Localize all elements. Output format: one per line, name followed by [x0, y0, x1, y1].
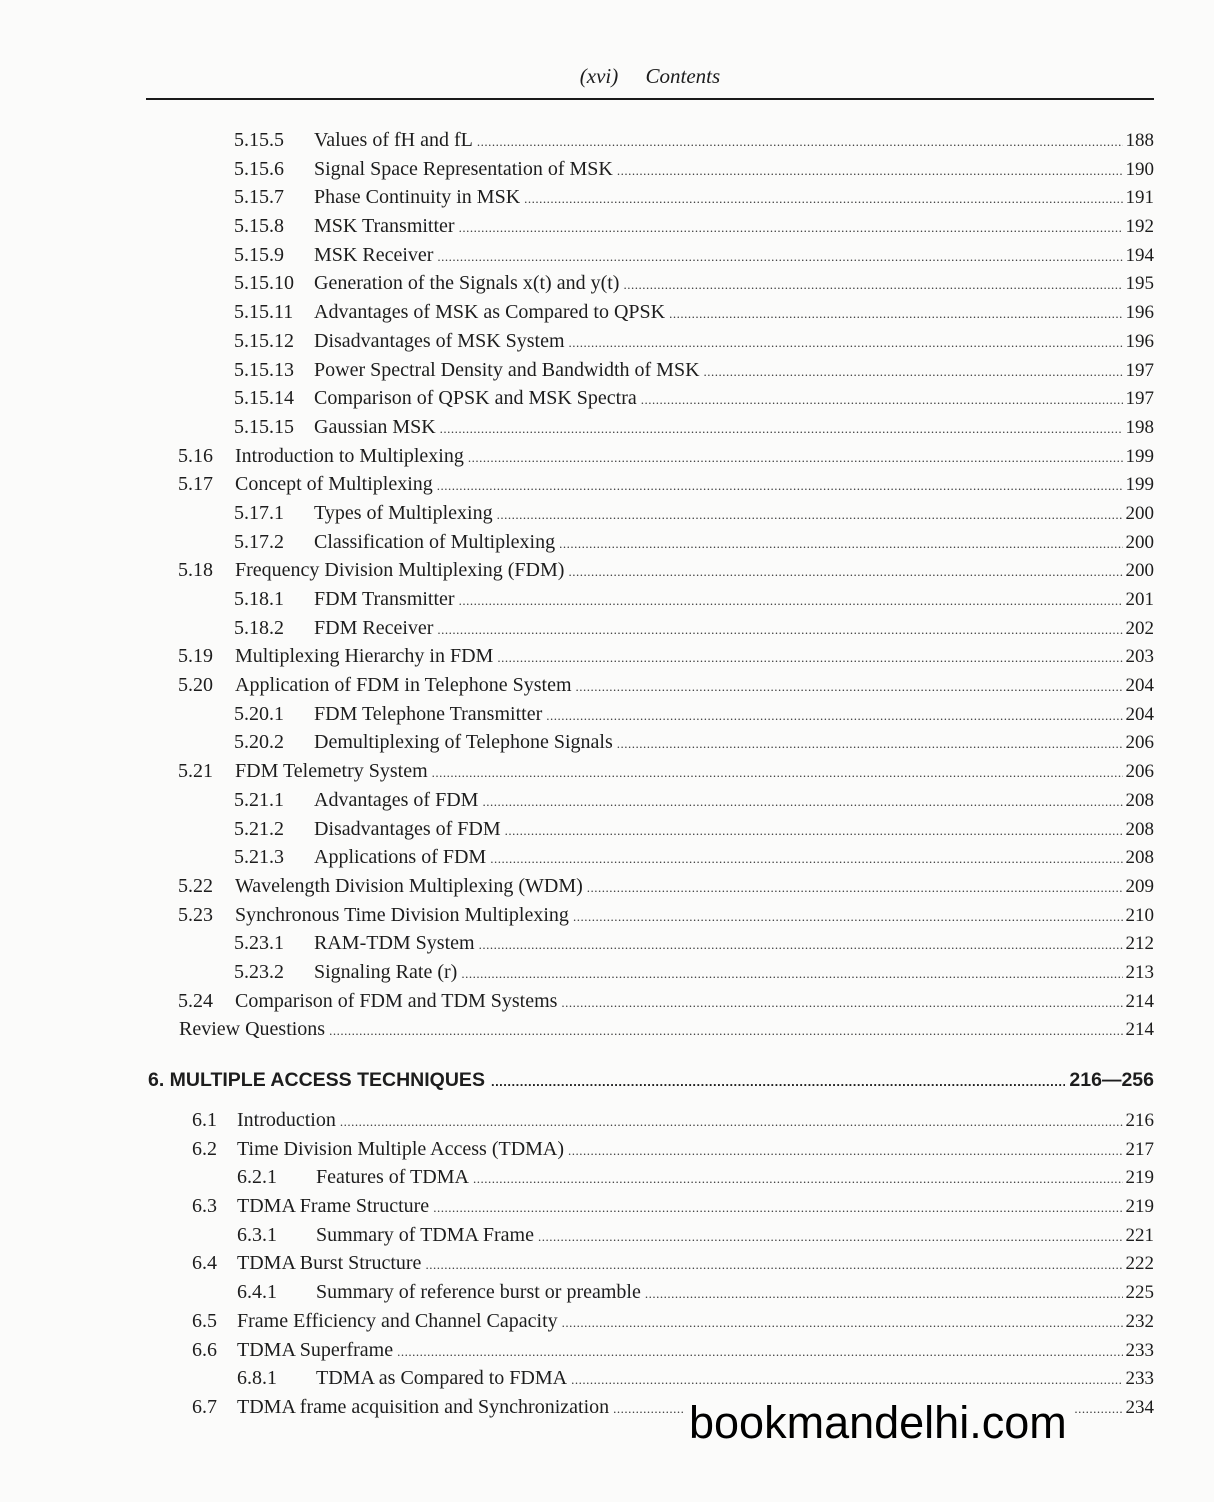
toc-entry-page: 232 — [1125, 1310, 1154, 1332]
toc-entry-number: 5.15.5 — [234, 129, 284, 151]
toc-entry[interactable] — [0, 700, 1214, 729]
toc-entry-title: Classification of Multiplexing — [314, 530, 556, 553]
toc-entry[interactable] — [0, 556, 1214, 585]
toc-entry[interactable] — [0, 499, 1214, 528]
toc-entry-number: 5.20.2 — [234, 731, 284, 754]
toc-entry-page: 194 — [1125, 244, 1154, 266]
toc-entry-title: Frame Efficiency and Channel Capacity — [237, 1309, 558, 1332]
toc-entry-title: FDM Receiver — [314, 616, 434, 639]
toc-list-chapter-6 — [0, 1106, 1214, 1422]
toc-entry-title: Introduction to Multiplexing — [235, 444, 464, 467]
toc-entry-page: 196 — [1125, 302, 1154, 324]
toc-entry[interactable] — [0, 470, 1214, 499]
leader-dots — [573, 903, 1123, 932]
toc-entry[interactable] — [0, 901, 1214, 930]
toc-entry-page: 203 — [1125, 646, 1154, 668]
leader-dots — [571, 1366, 1122, 1395]
chapter-title: 6. MULTIPLE ACCESS TECHNIQUES — [148, 1069, 485, 1091]
toc-entry[interactable] — [0, 241, 1214, 270]
toc-list-chapter-5 — [0, 126, 1214, 1044]
toc-entry-title: Summary of TDMA Frame — [316, 1223, 534, 1246]
toc-entry-number: 5.18.1 — [234, 588, 284, 610]
toc-entry[interactable] — [0, 413, 1214, 442]
toc-entry[interactable] — [0, 958, 1214, 987]
leader-dots — [524, 185, 1122, 214]
leader-dots — [497, 644, 1122, 673]
toc-entry-number: 5.15.12 — [234, 329, 294, 352]
toc-entry-number: 6.4.1 — [237, 1281, 277, 1304]
leader-dots — [433, 1194, 1122, 1223]
toc-entry[interactable] — [0, 442, 1214, 471]
toc-entry-number: 5.15.14 — [234, 387, 294, 410]
toc-entry[interactable] — [0, 614, 1214, 643]
toc-entry-page: 219 — [1125, 1167, 1154, 1189]
leader-dots — [645, 1280, 1123, 1309]
leader-dots — [505, 817, 1123, 846]
toc-entry-title: Time Division Multiple Access (TDMA) — [237, 1137, 565, 1160]
toc-entry-page: 204 — [1125, 675, 1154, 697]
toc-entry[interactable] — [0, 269, 1214, 298]
toc-entry-title: Multiplexing Hierarchy in FDM — [235, 645, 494, 668]
toc-entry[interactable] — [0, 642, 1214, 671]
toc-entry-page: 233 — [1125, 1339, 1154, 1361]
toc-entry-page: 214 — [1125, 1019, 1154, 1041]
toc-entry-number: 5.15.9 — [234, 243, 284, 266]
leader-dots — [561, 989, 1122, 1018]
toc-entry-page: 202 — [1125, 617, 1154, 639]
toc-entry[interactable] — [0, 1163, 1214, 1192]
toc-entry-page: 208 — [1125, 818, 1154, 840]
toc-entry-number: 5.17.1 — [234, 501, 284, 524]
toc-entry-title: Phase Continuity in MSK — [314, 186, 521, 209]
toc-entry-title: Comparison of FDM and TDM Systems — [235, 989, 558, 1012]
toc-entry[interactable] — [0, 843, 1214, 872]
toc-entry[interactable] — [0, 528, 1214, 557]
toc-entry-page: 191 — [1125, 187, 1154, 209]
toc-entry-page: 197 — [1125, 359, 1154, 381]
toc-entry-title: TDMA Burst Structure — [237, 1252, 422, 1275]
leader-dots — [641, 386, 1123, 415]
toc-entry[interactable] — [0, 872, 1214, 901]
toc-entry[interactable] — [0, 126, 1214, 155]
toc-entry-number: 5.21.2 — [234, 817, 284, 840]
toc-entry-number: 5.21 — [178, 760, 213, 783]
toc-entry[interactable] — [0, 327, 1214, 356]
toc-entry-page: 200 — [1125, 502, 1154, 524]
toc-entry-number: 6.2.1 — [237, 1166, 277, 1189]
toc-entry-page: 209 — [1125, 875, 1154, 897]
toc-entry-title: FDM Telephone Transmitter — [314, 702, 543, 725]
toc-entry-title: Applications of FDM — [314, 846, 487, 869]
toc-entry-page: 206 — [1125, 761, 1154, 783]
toc-entry-page: 208 — [1125, 847, 1154, 869]
toc-entry-page: 190 — [1125, 158, 1154, 180]
leader-dots — [437, 243, 1122, 272]
toc-entry[interactable] — [0, 1106, 1214, 1135]
toc-entry-page: 199 — [1125, 445, 1154, 467]
toc-entry[interactable] — [0, 987, 1214, 1016]
toc-entry-number: 6.2 — [192, 1137, 217, 1160]
toc-entry[interactable] — [0, 356, 1214, 385]
toc-entry-number: 6.4 — [192, 1252, 217, 1275]
toc-entry-title: FDM Telemetry System — [235, 760, 428, 783]
leader-dots — [459, 214, 1123, 243]
leader-dots — [459, 587, 1123, 616]
toc-entry[interactable] — [0, 671, 1214, 700]
toc-entry[interactable] — [0, 929, 1214, 958]
toc-entry-page: 225 — [1125, 1282, 1154, 1304]
chapter-page-range: 216—256 — [1069, 1069, 1154, 1091]
toc-entry-title: Advantages of FDM — [314, 788, 479, 811]
toc-entry-page: 188 — [1125, 130, 1154, 151]
toc-entry-title: Wavelength Division Multiplexing (WDM) — [235, 874, 583, 897]
toc-entry-page: 213 — [1125, 961, 1154, 983]
toc-entry-number: 5.15.11 — [234, 301, 294, 324]
watermark: bookmandelhi.com — [683, 1396, 1073, 1450]
leader-dots — [440, 415, 1123, 444]
toc-entry-number: 6.3.1 — [237, 1223, 277, 1246]
toc-entry-page: 214 — [1125, 990, 1154, 1012]
leader-dots — [538, 1223, 1123, 1252]
toc-entry-title: TDMA Superframe — [237, 1338, 394, 1361]
toc-entry-title: Types of Multiplexing — [314, 501, 493, 524]
toc-entry-title: Synchronous Time Division Multiplexing — [235, 903, 569, 926]
toc-entry[interactable] — [0, 183, 1214, 212]
toc-entry-title: MSK Receiver — [314, 243, 434, 266]
leader-dots — [568, 558, 1122, 587]
leader-dots — [497, 501, 1123, 530]
leader-dots — [562, 1309, 1123, 1338]
toc-entry-title: Concept of Multiplexing — [235, 473, 433, 496]
toc-entry-number: 5.15.13 — [234, 358, 294, 381]
toc-entry[interactable] — [0, 757, 1214, 786]
page-title: Contents — [645, 64, 721, 88]
toc-entry-number: 5.21.3 — [234, 846, 284, 869]
leader-dots — [432, 759, 1123, 788]
chapter-heading[interactable] — [0, 1058, 1214, 1102]
toc-entry[interactable] — [0, 728, 1214, 757]
toc-entry-title: Disadvantages of MSK System — [314, 329, 565, 352]
toc-entry-number: 5.18 — [178, 559, 213, 582]
toc-entry-number: 5.23.1 — [234, 932, 284, 955]
toc-entry[interactable] — [0, 384, 1214, 413]
toc-entry-number: 5.18.2 — [234, 616, 284, 639]
toc-entry-page: 198 — [1125, 416, 1154, 438]
toc-entry-number: 6.5 — [192, 1309, 217, 1332]
leader-dots — [669, 300, 1122, 329]
toc-entry[interactable] — [0, 155, 1214, 184]
toc-entry-number: 5.15.8 — [234, 215, 284, 238]
toc-entry-number: 5.23 — [178, 903, 213, 926]
leader-dots — [437, 472, 1123, 501]
leader-dots — [437, 616, 1122, 645]
toc-entry-number: 5.15.7 — [234, 186, 284, 209]
toc-entry-title: RAM-TDM System — [314, 932, 475, 955]
leader-dots — [397, 1338, 1122, 1367]
toc-entry-page: 206 — [1125, 732, 1154, 754]
toc-entry-page: 219 — [1125, 1196, 1154, 1218]
toc-entry-number: 5.19 — [178, 645, 213, 668]
toc-entry[interactable] — [0, 298, 1214, 327]
leader-dots — [482, 788, 1122, 817]
toc-entry-title: TDMA frame acquisition and Synchronization — [237, 1395, 610, 1418]
toc-entry-number: 5.15.10 — [234, 272, 294, 295]
toc-entry[interactable] — [0, 815, 1214, 844]
toc-entry-number: 5.20 — [178, 674, 213, 697]
toc-entry-title: Power Spectral Density and Bandwidth of MSK — [314, 358, 700, 381]
toc-entry-title: Generation of the Signals x(t) and y(t) — [314, 272, 620, 295]
toc-entry-number: 5.16 — [178, 444, 213, 467]
toc-entry-page: 208 — [1125, 789, 1154, 811]
toc-entry-page: 222 — [1125, 1253, 1154, 1275]
toc-entry-number: 6.1 — [192, 1109, 217, 1131]
toc-entry-title: MSK Transmitter — [314, 215, 455, 238]
toc-entry-number: 5.17 — [178, 473, 213, 496]
toc-entry-page: 217 — [1125, 1138, 1154, 1160]
leader-dots — [559, 530, 1122, 559]
toc-entry-number: 5.20.1 — [234, 702, 284, 725]
toc-entry-title: Application of FDM in Telephone System — [235, 674, 572, 697]
toc-entry[interactable] — [0, 585, 1214, 614]
toc-entry-page: 216 — [1125, 1110, 1154, 1131]
toc-entry-title: Review Questions — [179, 1018, 326, 1041]
toc-entry-title: Signal Space Representation of MSK — [314, 157, 613, 180]
toc-entry-page: 197 — [1125, 388, 1154, 410]
leader-dots — [617, 157, 1123, 186]
leader-dots — [425, 1251, 1122, 1280]
toc-entry[interactable] — [0, 1135, 1214, 1164]
toc-entry-page: 210 — [1125, 904, 1154, 926]
page-number: (xvi) — [579, 64, 619, 88]
toc-entry-page: 221 — [1125, 1224, 1154, 1246]
toc-entry-title: Advantages of MSK as Compared to QPSK — [314, 301, 666, 324]
toc-entry-number: 6.7 — [192, 1395, 217, 1418]
leader-dots — [546, 702, 1122, 731]
toc-entry-title: Introduction — [237, 1109, 336, 1131]
toc-entry-number: 6.3 — [192, 1195, 217, 1218]
leader-dots — [479, 931, 1123, 960]
leader-dots — [617, 730, 1123, 759]
toc-entry-page: 200 — [1125, 560, 1154, 582]
leader-dots — [461, 960, 1122, 989]
toc-entry-page: 192 — [1125, 216, 1154, 238]
toc-entry-page: 212 — [1125, 933, 1154, 955]
leader-dots — [704, 358, 1123, 387]
toc-entry[interactable] — [0, 1364, 1214, 1393]
toc-entry-title: Values of fH and fL — [314, 129, 473, 151]
leader-dots — [329, 1017, 1122, 1046]
toc-entry-title: FDM Transmitter — [314, 588, 455, 610]
toc-entry[interactable] — [0, 1192, 1214, 1221]
toc-entry-number: 5.24 — [178, 989, 213, 1012]
toc-entry-number: 5.17.2 — [234, 530, 284, 553]
toc-entry[interactable] — [0, 1336, 1214, 1365]
toc-entry[interactable] — [0, 1278, 1214, 1307]
leader-dots — [490, 845, 1122, 874]
toc-entry-page: 201 — [1125, 589, 1154, 610]
toc-entry-page: 233 — [1125, 1368, 1154, 1390]
toc-entry-page: 199 — [1125, 474, 1154, 496]
toc-entry-title: Summary of reference burst or preamble — [316, 1281, 641, 1304]
table-of-contents — [0, 126, 1214, 1422]
toc-entry-number: 5.15.6 — [234, 157, 284, 180]
toc-entry-number: 5.21.1 — [234, 788, 284, 811]
toc-entry-page: 204 — [1125, 703, 1154, 725]
leader-dots — [568, 1137, 1122, 1166]
toc-entry-title: TDMA Frame Structure — [237, 1195, 430, 1218]
header-rule — [146, 98, 1154, 100]
leader-dots — [477, 128, 1123, 157]
toc-entry-page: 200 — [1125, 531, 1154, 553]
toc-entry-number: 6.8.1 — [237, 1367, 277, 1390]
leader-dots — [340, 1108, 1123, 1137]
toc-entry[interactable] — [0, 786, 1214, 815]
toc-entry-number: 6.6 — [192, 1338, 217, 1361]
toc-entry-title: Disadvantages of FDM — [314, 817, 501, 840]
toc-entry-number: 5.23.2 — [234, 960, 284, 983]
leader-dots — [491, 1060, 1065, 1104]
toc-entry-number: 5.15.15 — [234, 415, 294, 438]
toc-entry-title: Comparison of QPSK and MSK Spectra — [314, 387, 637, 410]
toc-entry[interactable] — [0, 1307, 1214, 1336]
toc-entry-title: TDMA as Compared to FDMA — [316, 1367, 568, 1390]
toc-entry-page: 195 — [1125, 273, 1154, 295]
leader-dots — [473, 1165, 1123, 1194]
toc-entry-number: 5.22 — [178, 874, 213, 897]
leader-dots — [569, 329, 1123, 358]
toc-entry-title: Features of TDMA — [316, 1166, 469, 1189]
toc-entry[interactable] — [0, 212, 1214, 241]
toc-entry[interactable] — [0, 1015, 1214, 1044]
toc-entry-title: Signaling Rate (r) — [314, 960, 458, 983]
leader-dots — [468, 444, 1123, 473]
toc-entry-title: Demultiplexing of Telephone Signals — [314, 731, 613, 754]
toc-entry[interactable] — [0, 1249, 1214, 1278]
toc-entry-title: Gaussian MSK — [314, 415, 436, 438]
leader-dots — [587, 874, 1123, 903]
leader-dots — [623, 271, 1122, 300]
leader-dots — [576, 673, 1123, 702]
toc-entry-page: 234 — [1125, 1396, 1154, 1418]
toc-entry-title: Frequency Division Multiplexing (FDM) — [235, 559, 565, 582]
page-header — [0, 64, 1214, 89]
toc-entry[interactable] — [0, 1221, 1214, 1250]
toc-entry-page: 196 — [1125, 330, 1154, 352]
